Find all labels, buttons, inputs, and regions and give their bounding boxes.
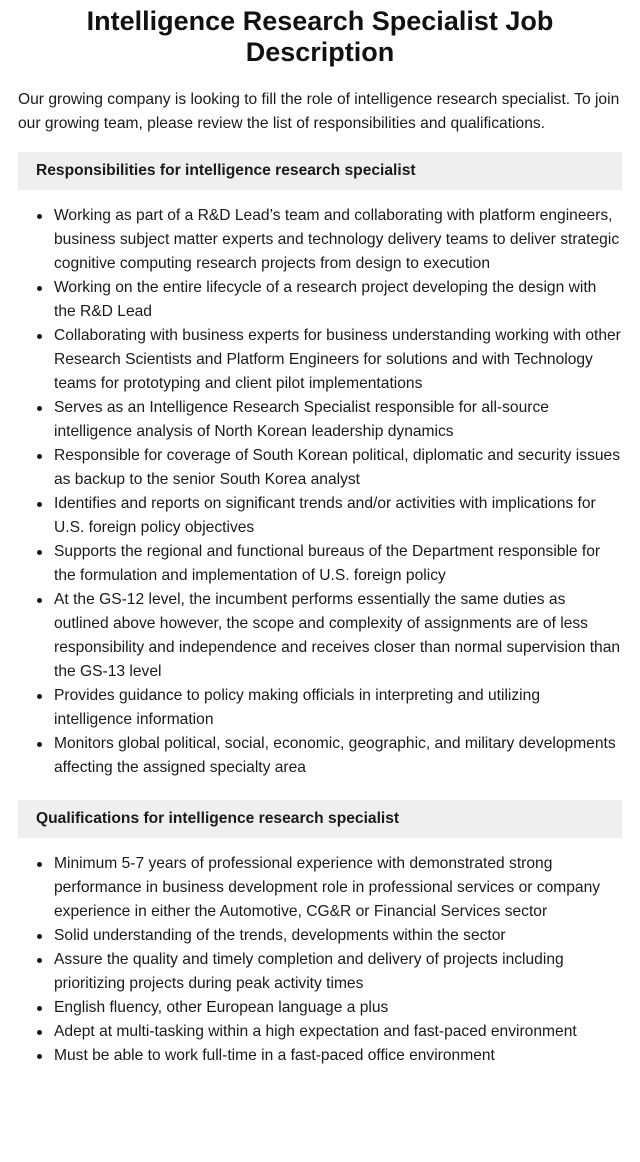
list-item: Collaborating with business experts for business understanding working with other Research Scientists and Platform Engineers for solutions and with Technology teams for prototyping and client pilot implementations xyxy=(18,324,622,396)
list-item: Identifies and reports on significant trends and/or activities with implications for U.S. foreign policy objectives xyxy=(18,492,622,540)
responsibilities-list xyxy=(18,204,622,780)
list-item: Solid understanding of the trends, developments within the sector xyxy=(18,924,622,948)
list-item: At the GS-12 level, the incumbent performs essentially the same duties as outlined above however, the scope and complexity of assignments are of less responsibility and independence and receives closer than normal supervision than the GS-13 level xyxy=(18,588,622,684)
responsibilities-heading: Responsibilities for intelligence research specialist xyxy=(18,152,622,190)
page-title: Intelligence Research Specialist Job Description xyxy=(86,6,554,67)
qualifications-list xyxy=(18,852,622,1068)
qualifications-heading: Qualifications for intelligence research specialist xyxy=(18,800,622,838)
list-item: Working on the entire lifecycle of a research project developing the design with the R&D Lead xyxy=(18,276,622,324)
list-item: Minimum 5-7 years of professional experience with demonstrated strong performance in business development role in professional services or company experience in either the Automotive, CG&R or Financial Services sector xyxy=(18,852,622,924)
list-item: Adept at multi-tasking within a high expectation and fast-paced environment xyxy=(18,1020,622,1044)
intro-paragraph: Our growing company is looking to fill the role of intelligence research specialist. To join our growing team, please review the list of responsibilities and qualifications. xyxy=(18,91,620,132)
list-item: Provides guidance to policy making officials in interpreting and utilizing intelligence information xyxy=(18,684,622,732)
list-item: English fluency, other European language a plus xyxy=(18,996,622,1020)
list-item: Monitors global political, social, economic, geographic, and military developments affecting the assigned specialty area xyxy=(18,732,622,780)
list-item: Must be able to work full-time in a fast-paced office environment xyxy=(18,1044,622,1068)
list-item: Assure the quality and timely completion and delivery of projects including prioritizing projects during peak activity times xyxy=(18,948,622,996)
list-item: Working as part of a R&D Lead’s team and collaborating with platform engineers, business subject matter experts and technology delivery teams to deliver strategic cognitive computing research projects from design to execution xyxy=(18,204,622,276)
list-item: Supports the regional and functional bureaus of the Department responsible for the formulation and implementation of U.S. foreign policy xyxy=(18,540,622,588)
list-item: Serves as an Intelligence Research Specialist responsible for all-source intelligence analysis of North Korean leadership dynamics xyxy=(18,396,622,444)
list-item: Responsible for coverage of South Korean political, diplomatic and security issues as backup to the senior South Korea analyst xyxy=(18,444,622,492)
